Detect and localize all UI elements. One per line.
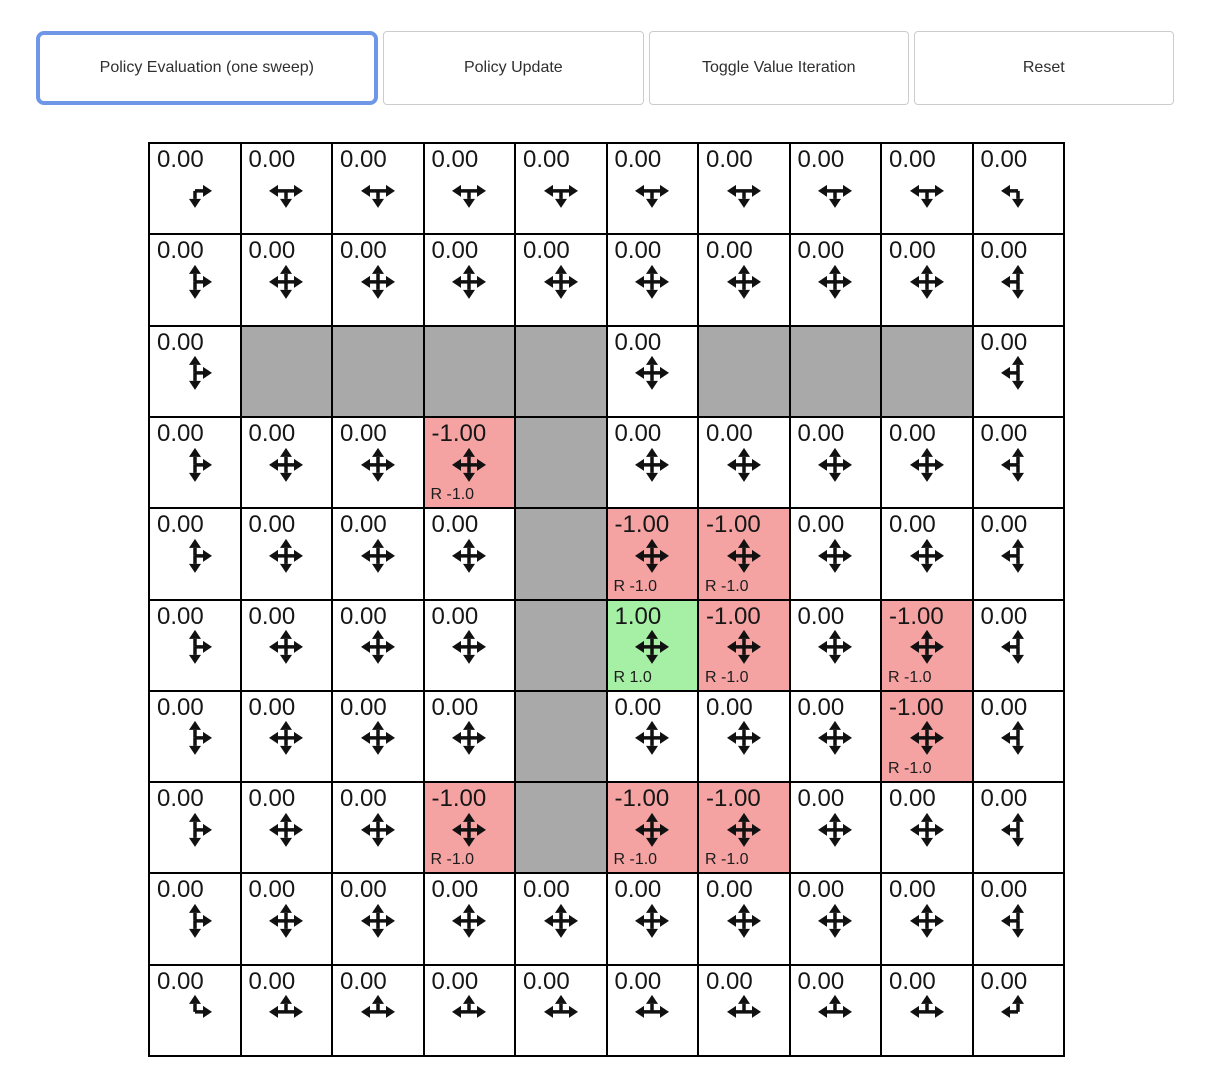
reward-label: R -1.0 <box>613 577 658 595</box>
grid-cell[interactable] <box>150 418 240 507</box>
policy-arrows-icon <box>904 624 950 670</box>
policy-arrows-icon <box>263 167 309 213</box>
grid-cell[interactable] <box>242 235 332 324</box>
policy-arrows-icon <box>629 715 675 761</box>
grid-cell[interactable] <box>150 783 240 872</box>
cell-value: 0.00 <box>614 328 662 356</box>
policy-arrows-icon <box>904 167 950 213</box>
cell-value: 0.00 <box>157 419 204 447</box>
cell-value: 0.00 <box>614 693 662 721</box>
policy-arrows-icon <box>172 715 218 761</box>
grid-cell[interactable] <box>242 144 332 233</box>
grid-cell[interactable] <box>608 235 698 324</box>
grid-cell[interactable] <box>608 327 698 416</box>
policy-arrows-icon <box>812 441 858 487</box>
cell-value: 0.00 <box>340 146 387 173</box>
cell-value: 0.00 <box>797 967 845 995</box>
policy-arrows-icon <box>355 989 401 1035</box>
policy-arrows-icon <box>538 167 584 213</box>
grid-cell[interactable] <box>150 692 240 781</box>
cell-value: 0.00 <box>248 602 296 630</box>
policy-arrows-icon <box>812 259 858 305</box>
cell-value: 0.00 <box>889 876 936 904</box>
policy-arrows-icon <box>355 167 401 213</box>
grid-cell[interactable] <box>791 418 881 507</box>
policy-arrows-icon <box>172 533 218 579</box>
policy-arrows-icon <box>355 898 401 944</box>
grid-cell[interactable] <box>974 966 1064 1055</box>
policy-arrows-icon <box>172 989 218 1035</box>
grid-cell[interactable] <box>699 235 789 324</box>
wall-cell <box>791 327 881 416</box>
policy-arrows-icon <box>172 624 218 670</box>
toggle-value-iteration-button[interactable]: Toggle Value Iteration <box>649 31 909 105</box>
wall-cell <box>516 509 606 598</box>
grid-cell[interactable] <box>974 783 1064 872</box>
policy-arrows-icon <box>355 715 401 761</box>
cell-value: 0.00 <box>248 693 296 721</box>
grid-cell[interactable] <box>333 144 423 233</box>
policy-evaluation-button[interactable]: Policy Evaluation (one sweep) <box>36 31 378 105</box>
wall-cell <box>516 601 606 690</box>
grid-cell[interactable] <box>242 418 332 507</box>
policy-arrows-icon <box>629 441 675 487</box>
cell-value: 0.00 <box>980 602 1028 630</box>
cell-value: 0.00 <box>980 511 1028 539</box>
cell-value: 0.00 <box>706 146 753 173</box>
cell-value: 0.00 <box>431 602 479 630</box>
policy-arrows-icon <box>721 441 767 487</box>
grid-cell[interactable] <box>242 966 332 1055</box>
cell-value: 0.00 <box>797 693 845 721</box>
policy-arrows-icon <box>263 533 309 579</box>
cell-value: -1.00 <box>431 419 487 447</box>
policy-arrows-icon <box>446 807 492 853</box>
policy-arrows-icon <box>812 533 858 579</box>
grid-cell[interactable] <box>974 144 1064 233</box>
policy-arrows-icon <box>538 259 584 305</box>
cell-value: 0.00 <box>889 237 936 265</box>
toolbar <box>36 31 1174 105</box>
grid-cell[interactable] <box>882 418 972 507</box>
grid-cell[interactable] <box>882 692 972 781</box>
cell-value: 0.00 <box>431 876 479 904</box>
cell-value: -1.00 <box>706 511 761 539</box>
policy-arrows-icon <box>446 715 492 761</box>
grid-cell[interactable] <box>608 601 698 690</box>
reward-label: R -1.0 <box>705 577 749 595</box>
cell-value: 0.00 <box>248 419 296 447</box>
policy-arrows-icon <box>263 989 309 1035</box>
cell-value: -1.00 <box>889 693 944 721</box>
grid-cell[interactable] <box>425 601 515 690</box>
grid-cell[interactable] <box>699 692 789 781</box>
cell-value: 0.00 <box>340 511 387 539</box>
grid-cell[interactable] <box>242 783 332 872</box>
policy-arrows-icon <box>721 533 767 579</box>
grid-cell[interactable] <box>333 601 423 690</box>
cell-value: 0.00 <box>157 693 204 721</box>
cell-value: 0.00 <box>889 419 936 447</box>
policy-arrows-icon <box>995 898 1041 944</box>
cell-value: 0.00 <box>431 146 479 173</box>
grid-cell[interactable] <box>882 144 972 233</box>
grid-cell[interactable] <box>608 144 698 233</box>
cell-value: 0.00 <box>340 602 387 630</box>
grid-cell[interactable] <box>699 509 789 598</box>
cell-value: 0.00 <box>797 785 845 813</box>
grid-cell[interactable] <box>882 509 972 598</box>
reward-label: R -1.0 <box>888 760 932 778</box>
policy-arrows-icon <box>904 715 950 761</box>
policy-arrows-icon <box>904 441 950 487</box>
policy-arrows-icon <box>629 259 675 305</box>
cell-value: 0.00 <box>340 785 387 813</box>
policy-arrows-icon <box>629 167 675 213</box>
grid-cell[interactable] <box>608 874 698 963</box>
grid-cell[interactable] <box>882 783 972 872</box>
wall-cell <box>516 327 606 416</box>
policy-arrows-icon <box>446 259 492 305</box>
cell-value: 0.00 <box>431 967 479 995</box>
reward-label: R -1.0 <box>613 851 658 869</box>
grid-cell[interactable] <box>608 966 698 1055</box>
policy-arrows-icon <box>263 898 309 944</box>
grid-cell[interactable] <box>425 235 515 324</box>
cell-value: 0.00 <box>614 876 662 904</box>
cell-value: 0.00 <box>248 785 296 813</box>
grid-cell[interactable] <box>425 966 515 1055</box>
cell-value: 0.00 <box>340 237 387 265</box>
reward-label: R -1.0 <box>430 486 475 504</box>
cell-value: 0.00 <box>889 146 936 173</box>
policy-arrows-icon <box>995 350 1041 396</box>
grid-cell[interactable] <box>974 235 1064 324</box>
grid-cell[interactable] <box>150 144 240 233</box>
policy-arrows-icon <box>812 624 858 670</box>
policy-arrows-icon <box>721 624 767 670</box>
cell-value: -1.00 <box>889 602 944 630</box>
policy-arrows-icon <box>721 259 767 305</box>
cell-value: -1.00 <box>614 785 670 813</box>
grid-cell[interactable] <box>882 601 972 690</box>
reward-label: R -1.0 <box>888 668 932 686</box>
policy-arrows-icon <box>629 898 675 944</box>
cell-value: -1.00 <box>431 785 487 813</box>
policy-arrows-icon <box>172 807 218 853</box>
wall-cell <box>699 327 789 416</box>
policy-arrows-icon <box>172 167 218 213</box>
cell-value: -1.00 <box>706 602 761 630</box>
cell-value: 0.00 <box>980 785 1028 813</box>
policy-arrows-icon <box>629 350 675 396</box>
cell-value: 0.00 <box>431 237 479 265</box>
policy-arrows-icon <box>721 898 767 944</box>
cell-value: 0.00 <box>980 693 1028 721</box>
grid-cell[interactable] <box>974 327 1064 416</box>
policy-arrows-icon <box>904 807 950 853</box>
grid-cell[interactable] <box>333 874 423 963</box>
grid-cell[interactable] <box>333 783 423 872</box>
cell-value: 0.00 <box>523 146 570 173</box>
policy-arrows-icon <box>812 167 858 213</box>
policy-arrows-icon <box>172 259 218 305</box>
cell-value: 0.00 <box>797 419 845 447</box>
cell-value: 0.00 <box>340 967 387 995</box>
cell-value: 0.00 <box>614 146 662 173</box>
gridworld-grid <box>148 142 1065 1057</box>
cell-value: 0.00 <box>248 967 296 995</box>
policy-arrows-icon <box>629 624 675 670</box>
grid-cell[interactable] <box>974 874 1064 963</box>
policy-arrows-icon <box>263 715 309 761</box>
policy-arrows-icon <box>904 259 950 305</box>
grid-cell[interactable] <box>608 692 698 781</box>
policy-arrows-icon <box>263 259 309 305</box>
policy-arrows-icon <box>904 989 950 1035</box>
reward-label: R -1.0 <box>705 851 749 869</box>
policy-arrows-icon <box>995 167 1041 213</box>
grid-cell[interactable] <box>333 509 423 598</box>
grid-cell[interactable] <box>425 874 515 963</box>
cell-value: -1.00 <box>706 785 761 813</box>
cell-value: 0.00 <box>797 511 845 539</box>
policy-arrows-icon <box>629 989 675 1035</box>
grid-cell[interactable] <box>150 509 240 598</box>
cell-value: 0.00 <box>340 419 387 447</box>
reward-label: R -1.0 <box>705 668 749 686</box>
cell-value: 0.00 <box>523 967 570 995</box>
grid-cell[interactable] <box>333 966 423 1055</box>
grid-cell[interactable] <box>608 509 698 598</box>
wall-cell <box>516 783 606 872</box>
cell-value: 0.00 <box>797 602 845 630</box>
cell-value: 0.00 <box>248 237 296 265</box>
wall-cell <box>425 327 515 416</box>
reward-label: R 1.0 <box>613 668 652 686</box>
policy-arrows-icon <box>446 989 492 1035</box>
cell-value: 0.00 <box>340 693 387 721</box>
grid-cell[interactable] <box>425 418 515 507</box>
policy-arrows-icon <box>995 441 1041 487</box>
cell-value: 0.00 <box>614 967 662 995</box>
cell-value: 0.00 <box>523 237 570 265</box>
grid-cell[interactable] <box>974 601 1064 690</box>
cell-value: 0.00 <box>248 146 296 173</box>
policy-arrows-icon <box>263 807 309 853</box>
cell-value: 0.00 <box>980 419 1028 447</box>
cell-value: 0.00 <box>248 511 296 539</box>
grid-cell[interactable] <box>608 783 698 872</box>
policy-arrows-icon <box>355 807 401 853</box>
cell-value: 0.00 <box>614 419 662 447</box>
policy-arrows-icon <box>263 441 309 487</box>
grid-cell[interactable] <box>516 874 606 963</box>
policy-arrows-icon <box>812 807 858 853</box>
policy-arrows-icon <box>446 624 492 670</box>
grid-cell[interactable] <box>516 966 606 1055</box>
grid-cell[interactable] <box>242 601 332 690</box>
policy-update-button[interactable]: Policy Update <box>383 31 644 105</box>
grid-cell[interactable] <box>699 601 789 690</box>
cell-value: 0.00 <box>157 146 204 173</box>
cell-value: 0.00 <box>523 876 570 904</box>
grid-cell[interactable] <box>791 874 881 963</box>
grid-cell[interactable] <box>974 418 1064 507</box>
cell-value: 0.00 <box>157 602 204 630</box>
cell-value: 0.00 <box>157 967 204 995</box>
cell-value: 0.00 <box>157 511 204 539</box>
cell-value: 0.00 <box>706 693 753 721</box>
policy-arrows-icon <box>538 898 584 944</box>
cell-value: 0.00 <box>157 328 204 356</box>
grid-cell[interactable] <box>150 235 240 324</box>
policy-arrows-icon <box>812 898 858 944</box>
policy-arrows-icon <box>995 624 1041 670</box>
policy-arrows-icon <box>812 989 858 1035</box>
cell-value: 0.00 <box>706 876 753 904</box>
wall-cell <box>242 327 332 416</box>
policy-arrows-icon <box>263 624 309 670</box>
grid-cell[interactable] <box>791 966 881 1055</box>
grid-cell[interactable] <box>791 783 881 872</box>
policy-arrows-icon <box>812 715 858 761</box>
grid-cell[interactable] <box>974 509 1064 598</box>
wall-cell <box>516 418 606 507</box>
cell-value: 0.00 <box>706 419 753 447</box>
cell-value: -1.00 <box>614 511 670 539</box>
grid-cell[interactable] <box>333 692 423 781</box>
grid-cell[interactable] <box>608 418 698 507</box>
cell-value: 0.00 <box>980 237 1028 265</box>
policy-arrows-icon <box>995 989 1041 1035</box>
policy-arrows-icon <box>446 898 492 944</box>
grid-cell[interactable] <box>882 966 972 1055</box>
cell-value: 0.00 <box>157 876 204 904</box>
policy-arrows-icon <box>355 441 401 487</box>
policy-arrows-icon <box>538 989 584 1035</box>
policy-arrows-icon <box>721 989 767 1035</box>
grid-cell[interactable] <box>882 235 972 324</box>
cell-value: 0.00 <box>980 146 1028 173</box>
grid-cell[interactable] <box>242 692 332 781</box>
policy-arrows-icon <box>995 533 1041 579</box>
grid-cell[interactable] <box>150 874 240 963</box>
wall-cell <box>516 692 606 781</box>
policy-arrows-icon <box>355 624 401 670</box>
cell-value: 0.00 <box>706 237 753 265</box>
grid-cell[interactable] <box>699 966 789 1055</box>
grid-cell[interactable] <box>699 874 789 963</box>
grid-cell[interactable] <box>791 144 881 233</box>
policy-arrows-icon <box>995 715 1041 761</box>
cell-value: 0.00 <box>797 146 845 173</box>
policy-arrows-icon <box>721 715 767 761</box>
cell-value: 0.00 <box>889 511 936 539</box>
policy-arrows-icon <box>629 807 675 853</box>
grid-cell[interactable] <box>699 144 789 233</box>
cell-value: 0.00 <box>157 237 204 265</box>
grid-cell[interactable] <box>242 509 332 598</box>
policy-arrows-icon <box>904 898 950 944</box>
grid-cell[interactable] <box>791 601 881 690</box>
grid-cell[interactable] <box>791 692 881 781</box>
grid-cell[interactable] <box>516 144 606 233</box>
policy-arrows-icon <box>446 441 492 487</box>
policy-arrows-icon <box>172 350 218 396</box>
policy-arrows-icon <box>904 533 950 579</box>
cell-value: 0.00 <box>248 876 296 904</box>
reward-label: R -1.0 <box>430 851 475 869</box>
policy-arrows-icon <box>721 167 767 213</box>
cell-value: 0.00 <box>340 876 387 904</box>
grid-cell[interactable] <box>150 327 240 416</box>
cell-value: 0.00 <box>431 693 479 721</box>
cell-value: 0.00 <box>157 785 204 813</box>
wall-cell <box>333 327 423 416</box>
policy-arrows-icon <box>446 533 492 579</box>
grid-cell[interactable] <box>882 874 972 963</box>
grid-cell[interactable] <box>791 235 881 324</box>
policy-arrows-icon <box>629 533 675 579</box>
grid-cell[interactable] <box>425 144 515 233</box>
wall-cell <box>882 327 972 416</box>
cell-value: 0.00 <box>797 237 845 265</box>
policy-arrows-icon <box>172 441 218 487</box>
cell-value: 0.00 <box>980 328 1028 356</box>
policy-arrows-icon <box>995 807 1041 853</box>
grid-cell[interactable] <box>974 692 1064 781</box>
policy-arrows-icon <box>172 898 218 944</box>
cell-value: 1.00 <box>614 602 662 630</box>
cell-value: 0.00 <box>614 237 662 265</box>
grid-cell[interactable] <box>791 509 881 598</box>
policy-arrows-icon <box>995 259 1041 305</box>
grid-cell[interactable] <box>425 692 515 781</box>
policy-arrows-icon <box>355 533 401 579</box>
grid-cell[interactable] <box>333 235 423 324</box>
cell-value: 0.00 <box>980 967 1028 995</box>
cell-value: 0.00 <box>980 876 1028 904</box>
cell-value: 0.00 <box>797 876 845 904</box>
grid-cell[interactable] <box>150 966 240 1055</box>
grid-cell[interactable] <box>242 874 332 963</box>
grid-cell[interactable] <box>333 418 423 507</box>
cell-value: 0.00 <box>889 785 936 813</box>
reset-button[interactable]: Reset <box>914 31 1174 105</box>
cell-value: 0.00 <box>431 511 479 539</box>
grid-cell[interactable] <box>699 418 789 507</box>
cell-value: 0.00 <box>706 967 753 995</box>
grid-cell[interactable] <box>516 235 606 324</box>
grid-cell[interactable] <box>425 509 515 598</box>
grid-cell[interactable] <box>150 601 240 690</box>
grid-cell[interactable] <box>425 783 515 872</box>
policy-arrows-icon <box>355 259 401 305</box>
policy-arrows-icon <box>446 167 492 213</box>
grid-cell[interactable] <box>699 783 789 872</box>
cell-value: 0.00 <box>889 967 936 995</box>
policy-arrows-icon <box>721 807 767 853</box>
